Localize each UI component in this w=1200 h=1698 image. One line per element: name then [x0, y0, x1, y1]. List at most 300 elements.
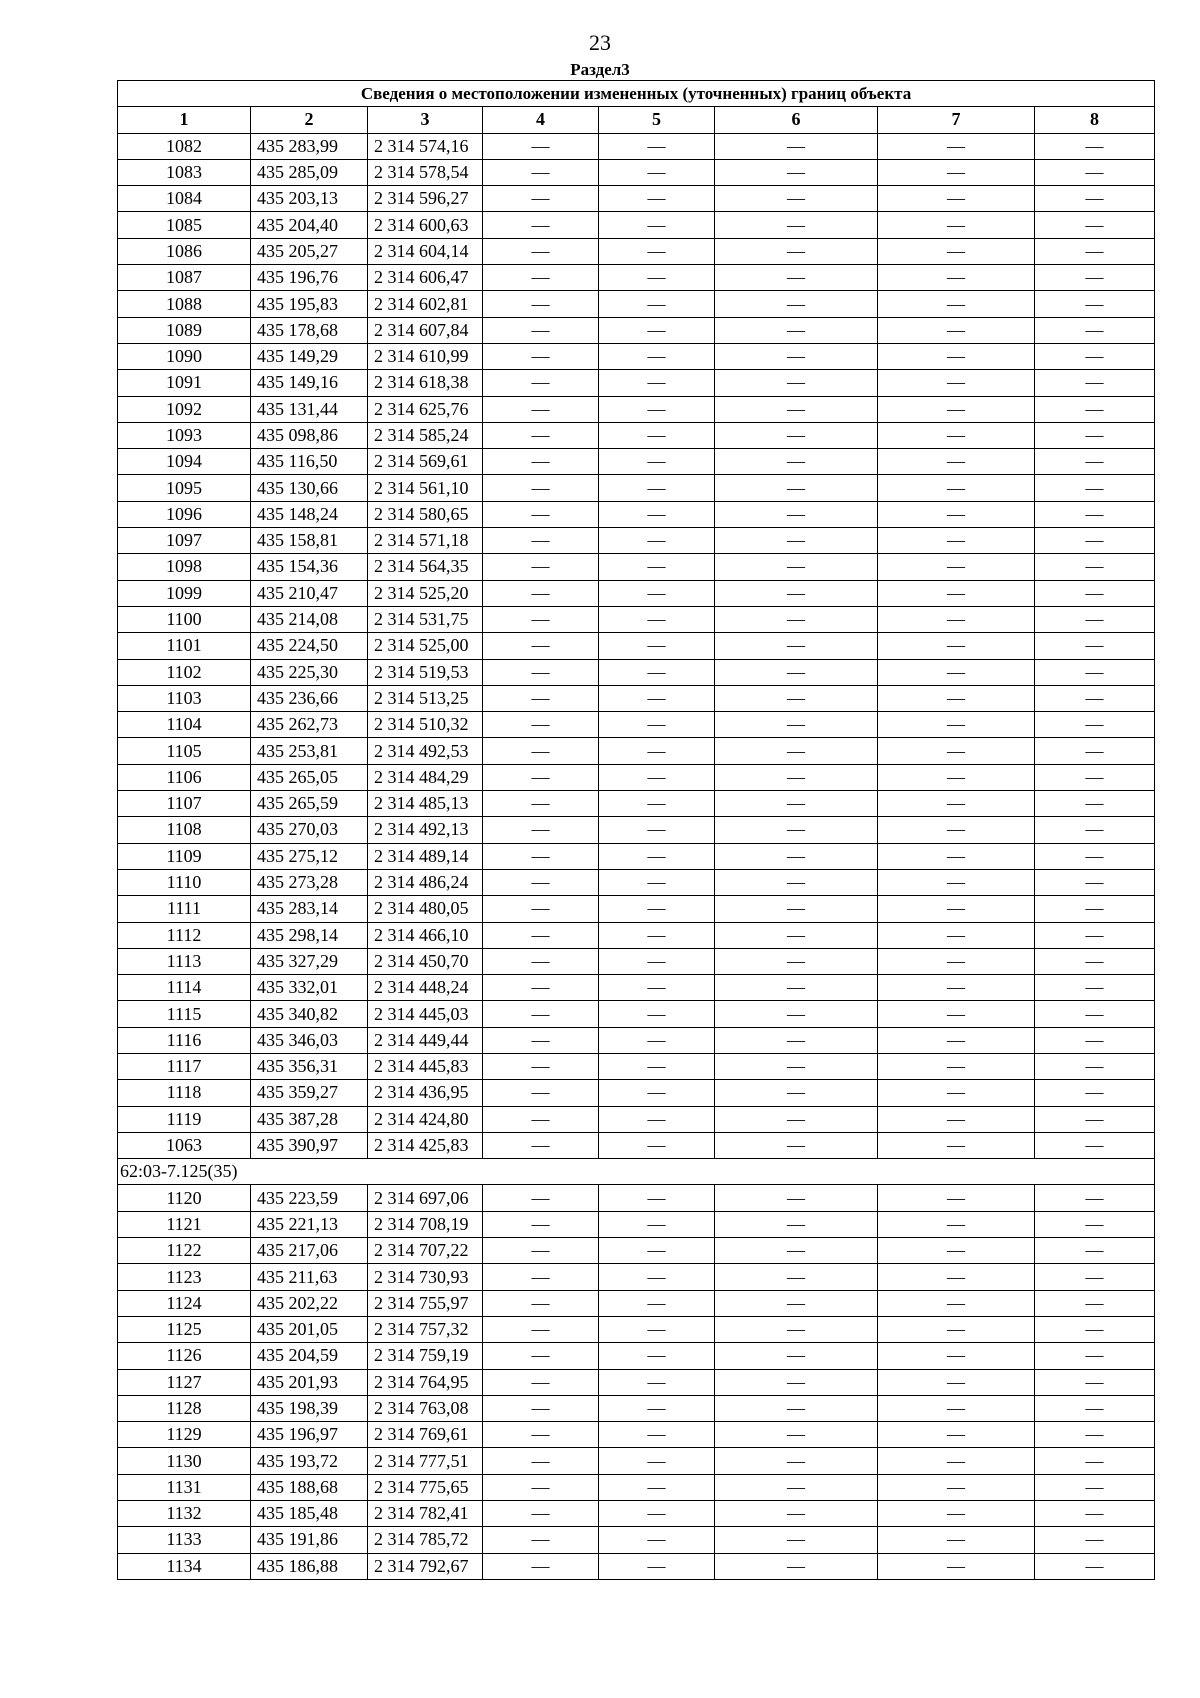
table-row	[118, 1290, 1155, 1316]
dash-cell: —	[483, 580, 599, 606]
dash-cell: —	[715, 1080, 878, 1106]
dash-cell: —	[715, 186, 878, 212]
dash-cell: —	[483, 449, 599, 475]
y-coordinate-cell: 2 314 606,47	[368, 265, 483, 291]
dash-cell: —	[715, 1211, 878, 1237]
point-number-cell: 1130	[118, 1448, 251, 1474]
dash-cell: —	[1035, 1290, 1155, 1316]
dash-cell: —	[483, 606, 599, 632]
dash-cell: —	[1035, 1369, 1155, 1395]
y-coordinate-cell: 2 314 445,83	[368, 1053, 483, 1079]
dash-cell: —	[1035, 896, 1155, 922]
dash-cell: —	[599, 265, 715, 291]
dash-cell: —	[715, 1474, 878, 1500]
x-coordinate-cell: 435 390,97	[251, 1132, 368, 1158]
dash-cell: —	[715, 475, 878, 501]
dash-cell: —	[483, 238, 599, 264]
x-coordinate-cell: 435 223,59	[251, 1185, 368, 1211]
dash-cell: —	[878, 1474, 1035, 1500]
dash-cell: —	[1035, 1080, 1155, 1106]
column-header-5: 5	[599, 107, 715, 133]
dash-cell: —	[599, 791, 715, 817]
x-coordinate-cell: 435 265,59	[251, 791, 368, 817]
y-coordinate-cell: 2 314 525,00	[368, 633, 483, 659]
point-number-cell: 1114	[118, 975, 251, 1001]
dash-cell: —	[599, 1553, 715, 1579]
dash-cell: —	[483, 1448, 599, 1474]
dash-cell: —	[599, 1211, 715, 1237]
x-coordinate-cell: 435 273,28	[251, 869, 368, 895]
y-coordinate-cell: 2 314 574,16	[368, 133, 483, 159]
x-coordinate-cell: 435 217,06	[251, 1238, 368, 1264]
point-number-cell: 1121	[118, 1211, 251, 1237]
dash-cell: —	[878, 791, 1035, 817]
column-number-row	[118, 107, 1155, 133]
y-coordinate-cell: 2 314 604,14	[368, 238, 483, 264]
point-number-cell: 1125	[118, 1316, 251, 1342]
dash-cell: —	[878, 528, 1035, 554]
dash-cell: —	[715, 685, 878, 711]
dash-cell: —	[599, 1527, 715, 1553]
table-row	[118, 633, 1155, 659]
dash-cell: —	[715, 606, 878, 632]
dash-cell: —	[1035, 159, 1155, 185]
y-coordinate-cell: 2 314 564,35	[368, 554, 483, 580]
dash-cell: —	[715, 948, 878, 974]
dash-cell: —	[1035, 659, 1155, 685]
dash-cell: —	[599, 317, 715, 343]
dash-cell: —	[878, 475, 1035, 501]
dash-cell: —	[878, 659, 1035, 685]
column-header-1: 1	[118, 107, 251, 133]
dash-cell: —	[599, 1422, 715, 1448]
dash-cell: —	[483, 896, 599, 922]
x-coordinate-cell: 435 178,68	[251, 317, 368, 343]
table-row	[118, 475, 1155, 501]
dash-cell: —	[1035, 1422, 1155, 1448]
dash-cell: —	[599, 1132, 715, 1158]
dash-cell: —	[599, 896, 715, 922]
dash-cell: —	[1035, 528, 1155, 554]
table-row	[118, 1238, 1155, 1264]
y-coordinate-cell: 2 314 531,75	[368, 606, 483, 632]
dash-cell: —	[878, 1395, 1035, 1421]
table-row	[118, 712, 1155, 738]
point-number-cell: 1106	[118, 764, 251, 790]
dash-cell: —	[483, 1290, 599, 1316]
table-caption: Сведения о местоположении измененных (уточненных) границ объекта	[118, 81, 1155, 107]
table-row	[118, 186, 1155, 212]
dash-cell: —	[483, 869, 599, 895]
dash-cell: —	[483, 1027, 599, 1053]
dash-cell: —	[715, 501, 878, 527]
group-label: 62:03-7.125(35)	[118, 1159, 1155, 1185]
dash-cell: —	[715, 817, 878, 843]
point-number-cell: 1082	[118, 133, 251, 159]
dash-cell: —	[1035, 1106, 1155, 1132]
dash-cell: —	[483, 1211, 599, 1237]
dash-cell: —	[483, 554, 599, 580]
dash-cell: —	[483, 922, 599, 948]
dash-cell: —	[483, 159, 599, 185]
dash-cell: —	[483, 1080, 599, 1106]
point-number-cell: 1063	[118, 1132, 251, 1158]
dash-cell: —	[878, 1053, 1035, 1079]
dash-cell: —	[599, 1238, 715, 1264]
y-coordinate-cell: 2 314 561,10	[368, 475, 483, 501]
point-number-cell: 1097	[118, 528, 251, 554]
dash-cell: —	[483, 1553, 599, 1579]
dash-cell: —	[1035, 1316, 1155, 1342]
dash-cell: —	[599, 1448, 715, 1474]
dash-cell: —	[715, 370, 878, 396]
dash-cell: —	[878, 1448, 1035, 1474]
y-coordinate-cell: 2 314 782,41	[368, 1501, 483, 1527]
y-coordinate-cell: 2 314 610,99	[368, 343, 483, 369]
column-header-4: 4	[483, 107, 599, 133]
dash-cell: —	[483, 422, 599, 448]
dash-cell: —	[1035, 1001, 1155, 1027]
point-number-cell: 1105	[118, 738, 251, 764]
dash-cell: —	[483, 501, 599, 527]
x-coordinate-cell: 435 283,99	[251, 133, 368, 159]
dash-cell: —	[1035, 370, 1155, 396]
dash-cell: —	[715, 659, 878, 685]
dash-cell: —	[878, 343, 1035, 369]
dash-cell: —	[599, 159, 715, 185]
dash-cell: —	[1035, 764, 1155, 790]
point-number-cell: 1112	[118, 922, 251, 948]
dash-cell: —	[878, 712, 1035, 738]
table-row	[118, 1448, 1155, 1474]
dash-cell: —	[599, 1369, 715, 1395]
point-number-cell: 1094	[118, 449, 251, 475]
dash-cell: —	[599, 1027, 715, 1053]
y-coordinate-cell: 2 314 578,54	[368, 159, 483, 185]
dash-cell: —	[599, 186, 715, 212]
page-number: 23	[589, 30, 611, 55]
x-coordinate-cell: 435 185,48	[251, 1501, 368, 1527]
dash-cell: —	[878, 238, 1035, 264]
dash-cell: —	[715, 764, 878, 790]
dash-cell: —	[1035, 1053, 1155, 1079]
dash-cell: —	[878, 1185, 1035, 1211]
x-coordinate-cell: 435 201,93	[251, 1369, 368, 1395]
point-number-cell: 1093	[118, 422, 251, 448]
dash-cell: —	[878, 606, 1035, 632]
dash-cell: —	[483, 265, 599, 291]
dash-cell: —	[483, 948, 599, 974]
caption-row	[118, 81, 1155, 107]
y-coordinate-cell: 2 314 757,32	[368, 1316, 483, 1342]
table-row	[118, 1053, 1155, 1079]
dash-cell: —	[1035, 449, 1155, 475]
dash-cell: —	[599, 291, 715, 317]
dash-cell: —	[483, 1501, 599, 1527]
y-coordinate-cell: 2 314 785,72	[368, 1527, 483, 1553]
y-coordinate-cell: 2 314 424,80	[368, 1106, 483, 1132]
y-coordinate-cell: 2 314 436,95	[368, 1080, 483, 1106]
dash-cell: —	[599, 948, 715, 974]
column-header-2: 2	[251, 107, 368, 133]
dash-cell: —	[1035, 291, 1155, 317]
dash-cell: —	[878, 159, 1035, 185]
table-row	[118, 370, 1155, 396]
dash-cell: —	[1035, 580, 1155, 606]
y-coordinate-cell: 2 314 759,19	[368, 1343, 483, 1369]
dash-cell: —	[1035, 1474, 1155, 1500]
y-coordinate-cell: 2 314 708,19	[368, 1211, 483, 1237]
point-number-cell: 1098	[118, 554, 251, 580]
dash-cell: —	[483, 186, 599, 212]
dash-cell: —	[599, 817, 715, 843]
dash-cell: —	[715, 1369, 878, 1395]
y-coordinate-cell: 2 314 755,97	[368, 1290, 483, 1316]
x-coordinate-cell: 435 154,36	[251, 554, 368, 580]
x-coordinate-cell: 435 236,66	[251, 685, 368, 711]
y-coordinate-cell: 2 314 769,61	[368, 1422, 483, 1448]
dash-cell: —	[715, 1185, 878, 1211]
table-row	[118, 869, 1155, 895]
dash-cell: —	[878, 948, 1035, 974]
point-number-cell: 1134	[118, 1553, 251, 1579]
dash-cell: —	[878, 449, 1035, 475]
dash-cell: —	[599, 1106, 715, 1132]
dash-cell: —	[483, 975, 599, 1001]
dash-cell: —	[599, 1395, 715, 1421]
y-coordinate-cell: 2 314 448,24	[368, 975, 483, 1001]
dash-cell: —	[599, 449, 715, 475]
column-header-8: 8	[1035, 107, 1155, 133]
y-coordinate-cell: 2 314 618,38	[368, 370, 483, 396]
point-number-cell: 1120	[118, 1185, 251, 1211]
dash-cell: —	[715, 1422, 878, 1448]
x-coordinate-cell: 435 202,22	[251, 1290, 368, 1316]
point-number-cell: 1116	[118, 1027, 251, 1053]
dash-cell: —	[1035, 1027, 1155, 1053]
dash-cell: —	[599, 1316, 715, 1342]
x-coordinate-cell: 435 359,27	[251, 1080, 368, 1106]
table-row	[118, 817, 1155, 843]
dash-cell: —	[483, 738, 599, 764]
dash-cell: —	[878, 922, 1035, 948]
dash-cell: —	[1035, 712, 1155, 738]
dash-cell: —	[483, 1369, 599, 1395]
x-coordinate-cell: 435 275,12	[251, 843, 368, 869]
dash-cell: —	[878, 1027, 1035, 1053]
dash-cell: —	[1035, 1264, 1155, 1290]
x-coordinate-cell: 435 196,76	[251, 265, 368, 291]
point-number-cell: 1113	[118, 948, 251, 974]
x-coordinate-cell: 435 149,16	[251, 370, 368, 396]
point-number-cell: 1126	[118, 1343, 251, 1369]
dash-cell: —	[1035, 475, 1155, 501]
dash-cell: —	[878, 975, 1035, 1001]
dash-cell: —	[878, 1369, 1035, 1395]
dash-cell: —	[1035, 1395, 1155, 1421]
dash-cell: —	[483, 843, 599, 869]
x-coordinate-cell: 435 262,73	[251, 712, 368, 738]
dash-cell: —	[878, 738, 1035, 764]
point-number-cell: 1101	[118, 633, 251, 659]
dash-cell: —	[483, 1316, 599, 1342]
point-number-cell: 1102	[118, 659, 251, 685]
table-row	[118, 738, 1155, 764]
dash-cell: —	[715, 554, 878, 580]
point-number-cell: 1110	[118, 869, 251, 895]
table-row	[118, 1080, 1155, 1106]
dash-cell: —	[599, 1474, 715, 1500]
point-number-cell: 1095	[118, 475, 251, 501]
dash-cell: —	[599, 685, 715, 711]
dash-cell: —	[483, 764, 599, 790]
dash-cell: —	[1035, 685, 1155, 711]
dash-cell: —	[599, 1343, 715, 1369]
dash-cell: —	[715, 1264, 878, 1290]
table-row	[118, 1185, 1155, 1211]
dash-cell: —	[483, 817, 599, 843]
dash-cell: —	[599, 554, 715, 580]
point-number-cell: 1099	[118, 580, 251, 606]
point-number-cell: 1087	[118, 265, 251, 291]
dash-cell: —	[483, 1395, 599, 1421]
dash-cell: —	[878, 133, 1035, 159]
dash-cell: —	[878, 1106, 1035, 1132]
x-coordinate-cell: 435 225,30	[251, 659, 368, 685]
dash-cell: —	[599, 738, 715, 764]
dash-cell: —	[599, 1080, 715, 1106]
x-coordinate-cell: 435 158,81	[251, 528, 368, 554]
dash-cell: —	[1035, 1501, 1155, 1527]
y-coordinate-cell: 2 314 569,61	[368, 449, 483, 475]
dash-cell: —	[599, 1501, 715, 1527]
dash-cell: —	[483, 343, 599, 369]
dash-cell: —	[599, 133, 715, 159]
x-coordinate-cell: 435 298,14	[251, 922, 368, 948]
table-row	[118, 791, 1155, 817]
dash-cell: —	[715, 317, 878, 343]
dash-cell: —	[878, 1264, 1035, 1290]
dash-cell: —	[599, 422, 715, 448]
dash-cell: —	[1035, 317, 1155, 343]
table-row	[118, 975, 1155, 1001]
x-coordinate-cell: 435 131,44	[251, 396, 368, 422]
table-row	[118, 449, 1155, 475]
y-coordinate-cell: 2 314 513,25	[368, 685, 483, 711]
table-row	[118, 501, 1155, 527]
dash-cell: —	[1035, 1211, 1155, 1237]
table-row	[118, 659, 1155, 685]
dash-cell: —	[1035, 1238, 1155, 1264]
group-row	[118, 1159, 1155, 1185]
dash-cell: —	[715, 1290, 878, 1316]
table-row	[118, 238, 1155, 264]
x-coordinate-cell: 435 198,39	[251, 1395, 368, 1421]
dash-cell: —	[483, 475, 599, 501]
table-row	[118, 528, 1155, 554]
dash-cell: —	[715, 712, 878, 738]
x-coordinate-cell: 435 201,05	[251, 1316, 368, 1342]
dash-cell: —	[483, 133, 599, 159]
dash-cell: —	[483, 317, 599, 343]
dash-cell: —	[1035, 738, 1155, 764]
point-number-cell: 1084	[118, 186, 251, 212]
table-row	[118, 1474, 1155, 1500]
y-coordinate-cell: 2 314 480,05	[368, 896, 483, 922]
y-coordinate-cell: 2 314 602,81	[368, 291, 483, 317]
dash-cell: —	[483, 291, 599, 317]
dash-cell: —	[878, 1290, 1035, 1316]
dash-cell: —	[715, 265, 878, 291]
point-number-cell: 1133	[118, 1527, 251, 1553]
point-number-cell: 1103	[118, 685, 251, 711]
dash-cell: —	[715, 212, 878, 238]
x-coordinate-cell: 435 191,86	[251, 1527, 368, 1553]
x-coordinate-cell: 435 283,14	[251, 896, 368, 922]
dash-cell: —	[715, 1395, 878, 1421]
dash-cell: —	[715, 580, 878, 606]
dash-cell: —	[715, 1132, 878, 1158]
dash-cell: —	[483, 633, 599, 659]
table-row	[118, 896, 1155, 922]
dash-cell: —	[483, 1527, 599, 1553]
y-coordinate-cell: 2 314 449,44	[368, 1027, 483, 1053]
x-coordinate-cell: 435 116,50	[251, 449, 368, 475]
dash-cell: —	[483, 1474, 599, 1500]
dash-cell: —	[715, 133, 878, 159]
dash-cell: —	[599, 975, 715, 1001]
point-number-cell: 1085	[118, 212, 251, 238]
dash-cell: —	[715, 1316, 878, 1342]
dash-cell: —	[483, 712, 599, 738]
x-coordinate-cell: 435 211,63	[251, 1264, 368, 1290]
table-row	[118, 159, 1155, 185]
dash-cell: —	[878, 869, 1035, 895]
dash-cell: —	[878, 896, 1035, 922]
y-coordinate-cell: 2 314 492,13	[368, 817, 483, 843]
x-coordinate-cell: 435 214,08	[251, 606, 368, 632]
y-coordinate-cell: 2 314 777,51	[368, 1448, 483, 1474]
table-row	[118, 1553, 1155, 1579]
dash-cell: —	[1035, 633, 1155, 659]
dash-cell: —	[1035, 791, 1155, 817]
point-number-cell: 1088	[118, 291, 251, 317]
dash-cell: —	[878, 1211, 1035, 1237]
dash-cell: —	[599, 1290, 715, 1316]
point-number-cell: 1096	[118, 501, 251, 527]
x-coordinate-cell: 435 204,59	[251, 1343, 368, 1369]
dash-cell: —	[878, 1001, 1035, 1027]
column-header-3: 3	[368, 107, 483, 133]
dash-cell: —	[878, 580, 1035, 606]
x-coordinate-cell: 435 204,40	[251, 212, 368, 238]
table-row	[118, 685, 1155, 711]
dash-cell: —	[878, 633, 1035, 659]
y-coordinate-cell: 2 314 763,08	[368, 1395, 483, 1421]
x-coordinate-cell: 435 149,29	[251, 343, 368, 369]
dash-cell: —	[878, 764, 1035, 790]
dash-cell: —	[878, 1316, 1035, 1342]
x-coordinate-cell: 435 356,31	[251, 1053, 368, 1079]
table-row	[118, 1132, 1155, 1158]
table-row	[118, 1001, 1155, 1027]
table-row	[118, 1316, 1155, 1342]
table-row	[118, 1422, 1155, 1448]
dash-cell: —	[1035, 238, 1155, 264]
x-coordinate-cell: 435 387,28	[251, 1106, 368, 1132]
dash-cell: —	[715, 449, 878, 475]
dash-cell: —	[1035, 1343, 1155, 1369]
